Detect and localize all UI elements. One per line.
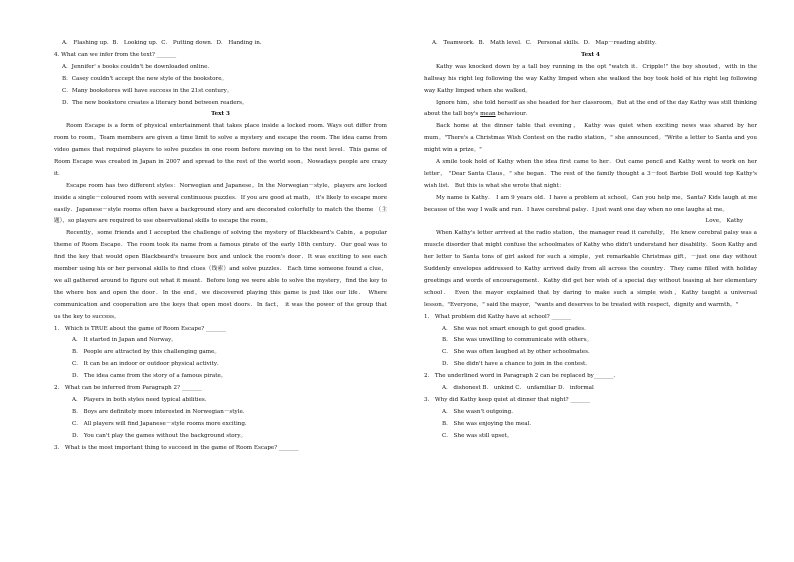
q4-option-d: D．The new bookstore creates a literary bond between readers。 [62,99,248,106]
prev-question-options: A． Teamwork．B． Math level．C． Personal skills．D． Map－reading ability． [432,40,661,46]
paragraph-line: theme of Room Escape．The room took its name from a famous pirate of the early 18th century．Our goal was to [54,242,387,249]
paragraph-line: letter， "Dear Santa Claus，" she began．The rest of the family thought a 3－foot Barbie Doll would top Kathy's [424,170,757,177]
text4-paragraph-2 [424,98,757,122]
paragraph-line [424,109,757,121]
text4-paragraph-3 [424,121,757,157]
paragraph-line: Ignore him，she told herself as she headed for her classroom。But at the end of the day Kathy was still thinking [436,99,757,106]
text4-question-1 [424,312,757,372]
question-stem: 3． What is the most important thing to succeed in the game of Room Escape? _______ [54,444,299,451]
left-column [54,38,387,455]
text3-question-3 [54,443,387,455]
option-c: C． All players will find Japanese－style rooms more exciting． [72,420,251,427]
paragraph-line: we all gathered around to figure out what it meant．Before long we were able to solve the mystery，find the key to [54,277,387,284]
paragraph-line: Kathy was knocked down by a tall boy running in the opt "watch it．Cripple!" the boy shouted，with in the [436,63,757,70]
paragraph-line: because of the way I walk and run．I have cerebral palsy．I just want one day when no one laughs at me。 [424,206,728,213]
paragraph-line: When Kathy's letter arrived at the radio station，the manager read it carefully， He knew cerebral palsy was a [436,230,757,237]
paragraph-line: school． Even the mayor explained that by daring to make such a simple wish，Kathy taught a universal [424,289,757,296]
paragraph-line: inside a single－coloured room with several continuous puzzles．If you are good at math， it's likely to escape more [54,194,387,201]
paragraph-line: communication and cooperation are the keys that open most doors．In fact， it was the power of the group that [54,301,387,308]
paragraph-line: member using his or her personal skills to find clues（线索）and solve puzzles． Each time someone found a clue， [54,266,387,273]
q4-option-b: B．Casey couldn't accept the new style of the bookstore。 [62,75,228,82]
q4-option-c: C．Many bookstores will have success in the 21st century。 [62,87,233,94]
option-b: B． She was unwilling to communicate with others。 [442,337,593,344]
text4-paragraph-4 [424,157,757,193]
paragraph-line: video games that required players to solve puzzles in one room before moving on to the next level．This game of [54,147,387,154]
text-segment: about the tall boy's [424,111,481,118]
letter-signature: Love， Kathy [705,218,743,225]
underlined-word: mean [480,111,496,118]
text3-paragraph-1 [54,121,387,180]
paragraph-line: mum。"There's a Christmas Wish Contest on the radio station，" she announced。"Write a letter to Santa and you [424,135,757,142]
paragraph-line: the where box and open the door．In the end，we discovered playing this game is just like our life． Where [54,289,387,296]
text3-paragraph-2 [54,181,387,229]
question-4: 4. What can we infer from the text? _______ [54,51,177,58]
option-a: A． She wasn't outgoing． [442,408,517,415]
paragraph-line: A smile took hold of Kathy when the idea first came to her．Out came pencil and Kathy went to work on her [436,158,757,165]
option-a: A． Players in both styles need typical abilities． [72,396,211,403]
option-b: B． People are attracted by this challenging game。 [72,349,220,356]
text4-question-2 [424,371,757,395]
paragraph-line: find the key that would open Blackbeard's treasure box and unlock the room's door．It was exciting to see each [54,254,387,261]
question-stem: 3． Why did Kathy keep quiet at dinner that night? _______ [424,396,591,403]
paragraph-line: Suddenly envelopes addressed to Kathy arrived daily from all across the country．They came filled with holiday [424,266,757,273]
paragraph-line: easily．Japanese－style rooms often have a background story and are decorated colorfully to match the theme （主 [54,206,387,213]
paragraph-line: My name is Kathy． I am 9 years old．I have a problem at school。Can you help me，Santa? Kids laugh at me [436,194,757,201]
paragraph-line: hallway his right leg following the way Kathy limped when she walked the boy took hold of his right leg following [424,75,757,82]
text3-title: Text 3 [211,111,230,118]
text3-question-2 [54,383,387,443]
option-a: A． She was not smart enough to get good grades． [442,325,590,332]
paragraph-line: lesson。"Everyone，" said the mayor，"wants and deserves to be treated with respect，dignity and warmth。" [424,301,739,308]
option-b: B． Boys are definitely more interested in Norwegian－style． [72,408,249,415]
question-stem: 1． What problem did Kathy have at school? _______ [424,313,572,320]
text4-paragraph-6 [424,228,757,311]
question-stem: 2． The underlined word in Paragraph 2 can be replaced by_______． [424,373,619,380]
paragraph-line: greetings and words of encouragement．Kathy did get her wish of a special day without teasing at her elementary [424,277,757,284]
options-row: A． dishonest B． unkind C． unfamiliar D． informal [442,385,594,392]
prev-question-options: A． Flashing up．B． Looking up．C． Putting down．D． Handing in． [62,40,266,46]
paragraph-line: it． [54,170,64,177]
paragraph-line: 题），so players are required to use observational skills to escape the room。 [54,218,272,225]
paragraph-line: Escape room has two different styles：Norwegian and Japanese。In the Norwegian－style，players are locked [66,182,387,189]
option-a: A． It started in Japan and Norway。 [72,337,177,344]
paragraph-line: her letter to Santa tons of girl asked for such a simple，yet remarkable Christmas gift，－just one day without [424,254,757,261]
paragraph-line: us the key to success。 [54,313,120,320]
text-segment: behaviour． [495,111,532,118]
option-c: C． She was often laughed at by other schoolmates． [442,349,594,356]
text4-paragraph-1 [424,62,757,98]
question-stem: 2． What can be inferred from Paragraph 2? _______ [54,385,202,392]
paragraph-line: muscle disorder that might confuse the schoolmates of Kathy who didn't understand her disability．Soon Kathy and [424,242,757,249]
paragraph-line: Room Escape is a form of physical entertainment that takes place inside a locked room. Ways out differ from [66,123,387,130]
text4-title: Text 4 [581,51,600,58]
option-c: C． She was still upset。 [442,432,513,439]
paragraph-line: Back home at the dinner table that evening， Kathy was quiet when exciting news was shared by her [436,123,757,130]
text3-question-1 [54,324,387,384]
question-stem: 1． Which is TRUE about the game of Room Escape? _______ [54,325,226,332]
option-c: C． It can be an indoor or outdoor physical activity． [72,361,223,368]
text3-paragraph-3 [54,228,387,323]
text4-letter [424,193,757,229]
text4-question-3 [424,395,757,443]
paragraph-line: might win a prize。" [424,147,482,154]
paragraph-line: wish list． But this is what she wrote that night： [424,182,565,189]
paragraph-line: Room Escape was created in Japan in 2007 and spread to the rest of the world soon。Nowadays people are crazy [54,159,387,166]
option-d: D． She didn't have a chance to join in the contest． [442,361,591,368]
q4-option-a: A．Jennifer' s books couldn't be downloaded online． [62,63,213,70]
option-d: D． You can't play the games without the background story。 [72,432,247,439]
paragraph-line: room to room。Team members are given a time limit to solve a mystery and escape the room. The idea came from [54,135,387,142]
right-column [424,38,757,443]
paragraph-line: Recently，some friends and I accepted the challenge of solving the mystery of Blackbeard's Cabin，a popular [66,230,387,237]
option-b: B． She was enjoying the meal． [442,420,535,427]
paragraph-line: way Kathy limped when she walked。 [424,87,531,94]
option-d: D． The idea came from the story of a famous pirate。 [72,373,227,380]
